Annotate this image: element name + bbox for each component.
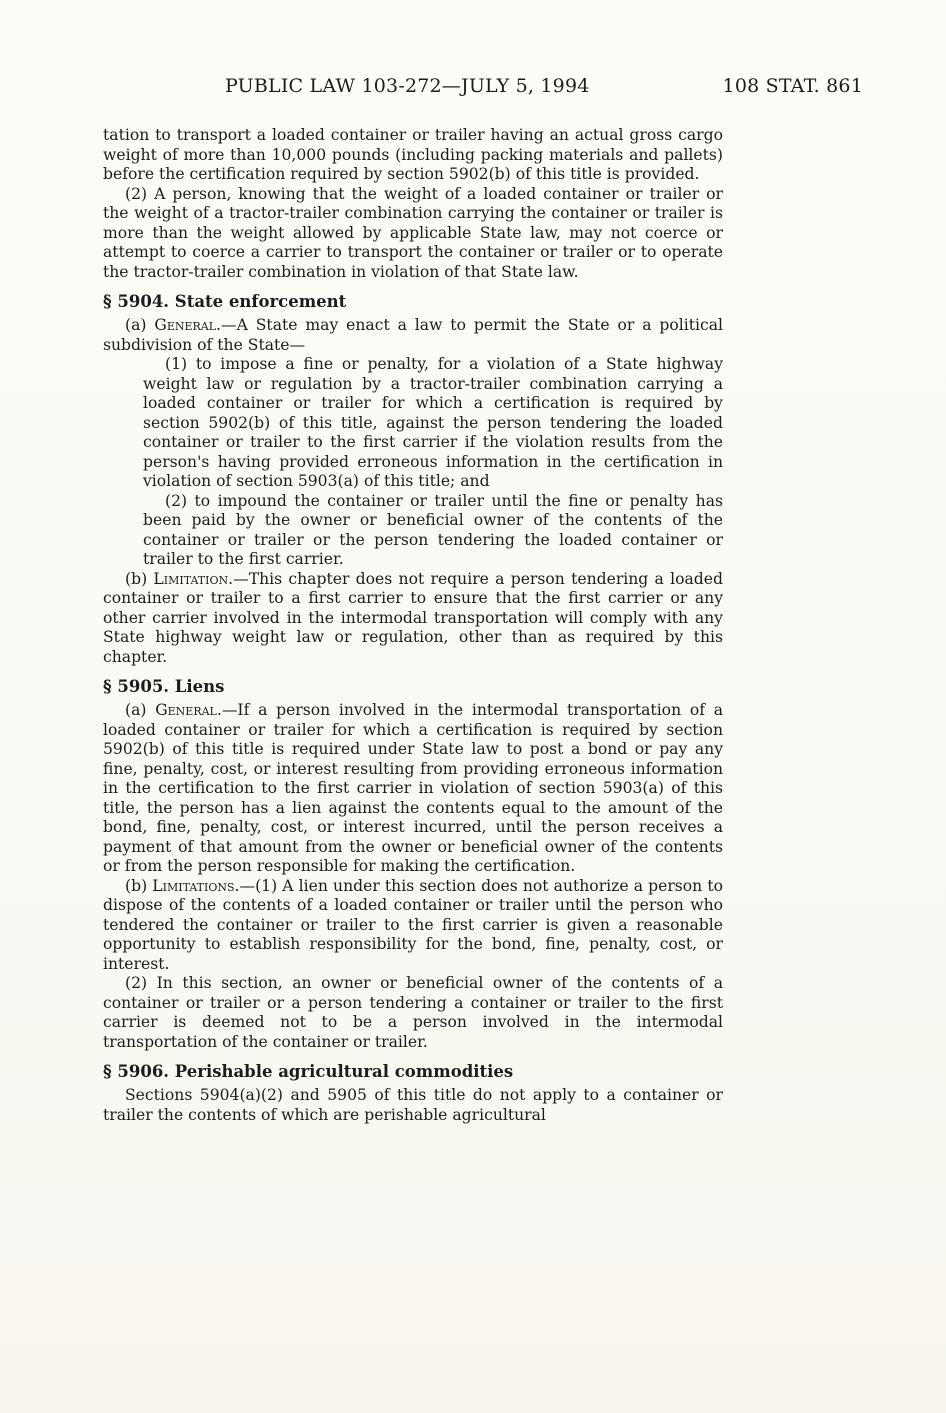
- subsection-lead: (a): [125, 316, 155, 334]
- paragraph-text: .—If a person involved in the intermodal transportation of a loaded container or trailer for which a certification is required by section 5902(b) of this title is required under State law to post a bond or pay any fine, penalty, cost, or interest resulting from providing erroneous information in the certification to the first carrier in violation of section 5903(a) of this title, the person has a lien against the contents equal to the amount of the bond, fine, penalty, cost, or interest incurred, until the person receives a payment of that amount from the owner or beneficial owner of the contents or from the person responsible for making the certification.: [103, 701, 724, 875]
- subsection-lead: (a): [125, 701, 156, 719]
- subsection-lead: (b): [125, 876, 153, 895]
- paragraph: [103, 877, 723, 975]
- subsection-title: General: [155, 701, 217, 719]
- list-item: (2) to impound the container or trailer until the fine or penalty has been paid by the owner or beneficial owner of the contents of the container or trailer or the person tendering the loaded container or trailer to the first carrier.: [143, 491, 723, 568]
- paragraph: [103, 570, 723, 668]
- subsection-title: Limitations: [152, 876, 235, 895]
- paragraph: tation to transport a loaded container or trailer having an actual gross cargo weight of more than 10,000 pounds (including packing materials and pallets) before the certification required by section 5902(b) of this title is provided.: [103, 126, 723, 183]
- paragraph: [103, 701, 723, 877]
- section-heading: § 5904. State enforcement: [103, 292, 347, 311]
- paragraph-text: .—(1) A lien under this section does not authorize a person to dispose of the contents of a loaded container or trailer until the person who tendered the container or trailer to the first carrier is given a reasonable opportunity to establish responsibility for the bond, fine, penalty, cost, or interest.: [103, 876, 723, 973]
- subsection-title: General: [154, 316, 217, 334]
- section-heading: § 5906. Perishable agricultural commodities: [103, 1062, 514, 1081]
- header-stat-page: 108 STAT. 861: [722, 75, 863, 97]
- header-title: PUBLIC LAW 103-272—JULY 5, 1994: [225, 75, 590, 97]
- paragraph: (2) A person, knowing that the weight of a loaded container or trailer or the weight of a tractor-trailer combination carrying the container or trailer is more than the weight allowed by applicable State law, may not coerce or attempt to coerce a carrier to transport the container or trailer or to operate the tractor-trailer combination in violation of that State law.: [103, 184, 723, 281]
- document-body: [103, 126, 723, 1125]
- paragraph: [103, 316, 723, 355]
- subsection-lead: (b): [125, 569, 154, 588]
- subsection-title: Limitation: [153, 569, 229, 588]
- paragraph-text: .—A State may enact a law to permit the State or a political subdivision of the State—: [103, 316, 723, 354]
- section-heading: § 5905. Liens: [103, 677, 225, 696]
- paragraph: (2) In this section, an owner or beneficial owner of the contents of a container or trailer or a person tendering a container or trailer to the first carrier is deemed not to be a person involved in the intermodal transportation of the container or trailer.: [103, 974, 723, 1051]
- paragraph: Sections 5904(a)(2) and 5905 of this title do not apply to a container or trailer the contents of which are perishable agricultural: [103, 1086, 723, 1124]
- paragraph-text: .—This chapter does not require a person tendering a loaded container or trailer to a first carrier to ensure that the first carrier or any other carrier involved in the intermodal transportation will comply with any State highway weight law or regulation, other than as required by this chapter.: [103, 569, 723, 666]
- page-header: [225, 75, 863, 105]
- list-item: (1) to impose a fine or penalty, for a violation of a State highway weight law or regulation by a tractor-trailer combination carrying a loaded container or trailer for which a certification is required by section 5902(b) of this title, against the person tendering the loaded container or trailer to the first carrier if the violation results from the person's having provided erroneous information in the certification in violation of section 5903(a) of this title; and: [143, 355, 723, 490]
